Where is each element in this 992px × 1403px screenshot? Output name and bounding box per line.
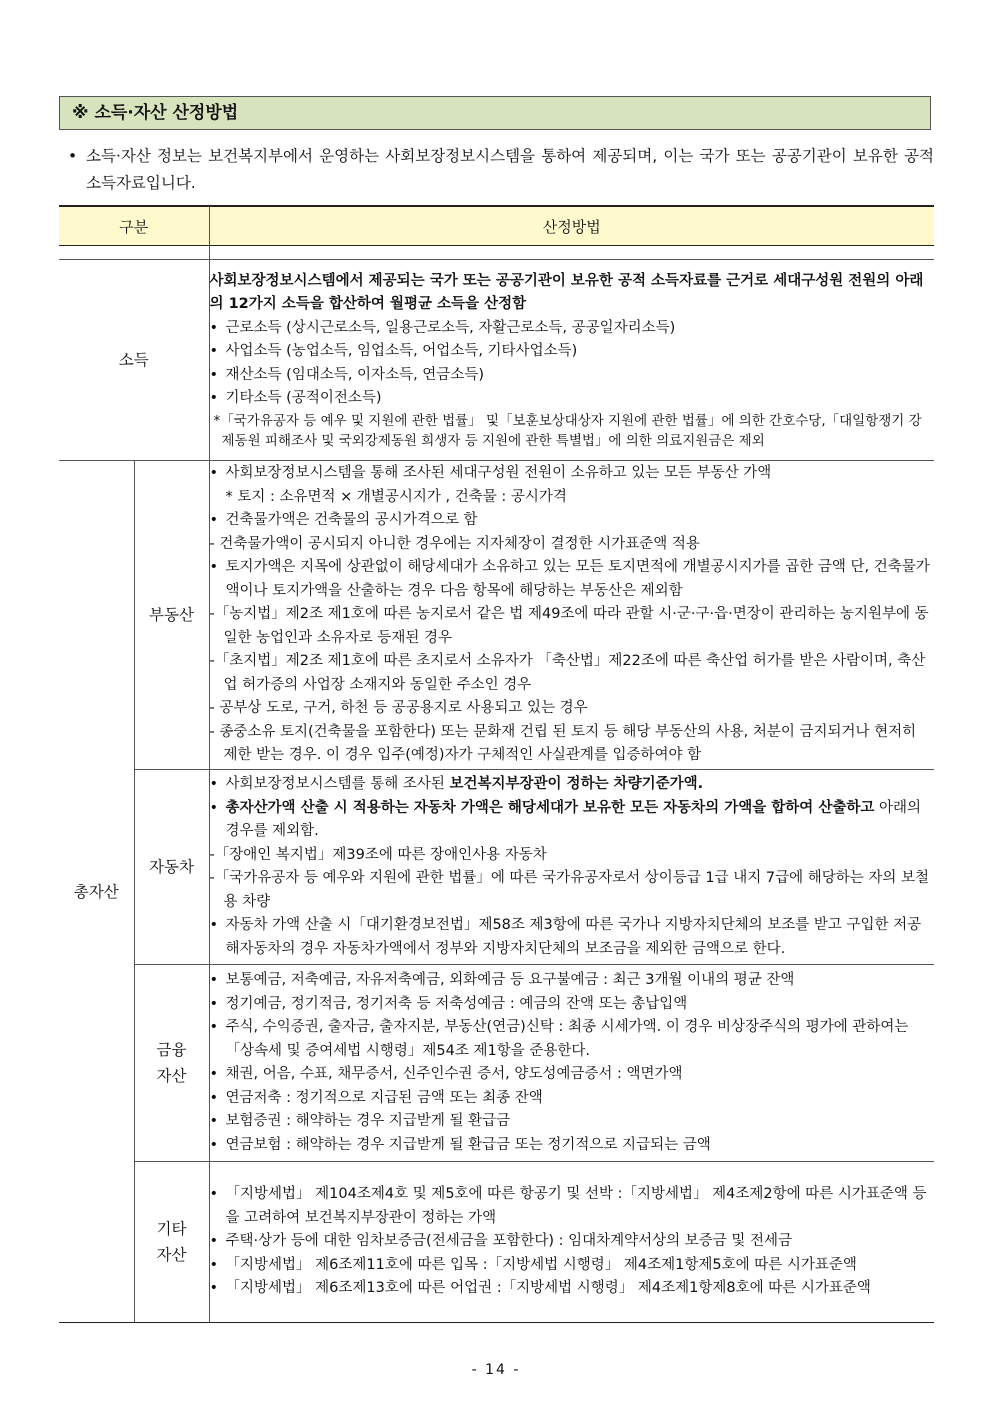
list-subitem: - 종중소유 토지(건축물을 포함한다) 또는 문화재 건립 된 토지 등 해당 부동산의 사용, 처분이 금지되거나 현저히 제한 받는 경우. 이 경우 입주(예정)자가 구체적인 사실관계를 입증하여야 함 — [209, 723, 917, 764]
list-item: • 사회보장정보시스템을 통해 조사된 세대구성원 전원이 소유하고 있는 모든 부동산 가액 — [210, 462, 935, 486]
other-content — [209, 1162, 934, 1323]
list-subitem: -「초지법」제2조 제1호에 따른 초지로서 소유자가 「축산법」제22조에 따른 축산업 허가를 받은 사람이며, 축산업 허가증의 사업장 소재지와 동일한 주소인 경우 — [209, 653, 926, 693]
label-other-assets — [134, 1162, 209, 1323]
income-lead: 사회보장정보시스템에서 제공되는 국가 또는 공공기관이 보유한 공적 소득자료를 근거로 세대구성원 전원의 아래의 12가지 소득을 합산하여 월평균 소득을 산정함 — [209, 272, 924, 312]
label-income: 소득 — [59, 260, 209, 461]
financial-content — [209, 965, 934, 1162]
list-item: • 토지가액은 지목에 상관없이 해당세대가 소유하고 있는 모든 토지면적에 개별공시지가를 곱한 금액 단, 건축물가액이나 토지가액을 산출하는 경우 다음 항목에 해당하는 부동산은 제외함 — [210, 556, 935, 603]
list-subitem: * 토지 : 소유면적 × 개별공시지가 , 건축물 : 공시가격 — [225, 488, 567, 505]
label-vehicle: 자동차 — [134, 770, 209, 965]
income-note: *「국가유공자 등 예우 및 지원에 관한 법률」 및「보훈보상대상자 지원에 관한 법률」에 의한 간호수당,「대일항쟁기 강제동원 피해조사 및 국외강제동원 희생자 등 지원에 관한 특별법」에 의한 의료지원금은 제외 — [213, 412, 922, 449]
income-content — [209, 260, 934, 461]
label-line: 금융 — [156, 1041, 187, 1059]
intro-paragraph — [66, 143, 934, 197]
table-row-other — [59, 1162, 934, 1323]
header-method: 산정방법 — [209, 206, 934, 246]
list-item: • 재산소득 (임대소득, 이자소득, 연금소득) — [210, 364, 935, 388]
list-item: • 사업소득 (농업소득, 임업소득, 어업소득, 기타사업소득) — [210, 340, 935, 364]
vehicle-b1-text: 사회보장정보시스템를 통해 조사된 — [225, 776, 450, 792]
list-item: • 주택·상가 등에 대한 임차보증금(전세금을 포함한다) : 임대차계약서상의 보증금 및 전세금 — [210, 1230, 935, 1254]
list-item: • 「지방세법」 제104조제4호 및 제5호에 따른 항공기 및 선박 :「지방세법」 제4조제2항에 따른 시가표준액 등을 고려하여 보건복지부장관이 정하는 가액 — [210, 1183, 935, 1230]
table-header-row — [59, 206, 934, 246]
vehicle-b2-text: 아래의 경우를 제외함. — [225, 799, 922, 839]
list-item: • 주식, 수익증권, 출자금, 출자지분, 부동산(연금)신탁 : 최종 시세가액. 이 경우 비상장주식의 평가에 관하여는「상속세 및 증여세법 시행령」제54조 제1항을 준용한다. — [210, 1016, 935, 1063]
intro-text: 소득·자산 정보는 보건복지부에서 운영하는 사회보장정보시스템을 통하여 제공되며, 이는 국가 또는 공공기관이 보유한 공적 소득자료입니다. — [86, 147, 934, 192]
label-total-assets: 총자산 — [59, 461, 134, 1323]
table-spacer-row — [59, 246, 934, 260]
bullet-icon: • — [68, 147, 78, 165]
list-item — [210, 773, 935, 797]
list-subitem: -「농지법」제2조 제1호에 따른 농지로서 같은 법 제49조에 따라 관할 시·군·구·읍·면장이 관리하는 농지원부에 동일한 농업인과 소유자로 등재된 경우 — [209, 606, 929, 646]
label-line: 자산 — [156, 1246, 187, 1264]
list-item: • 「지방세법」 제6조제11호에 따른 입목 :「지방세법 시행령」 제4조제1항제5호에 따른 시가표준액 — [210, 1254, 935, 1278]
list-item — [210, 797, 935, 844]
label-financial-assets — [134, 965, 209, 1162]
label-line: 기타 — [156, 1220, 187, 1238]
label-real-estate: 부동산 — [134, 461, 209, 770]
table-row-income — [59, 260, 934, 461]
real-estate-content — [209, 461, 934, 770]
vehicle-content — [209, 770, 934, 965]
list-subitem: - 공부상 도로, 구거, 하천 등 공공용지로 사용되고 있는 경우 — [209, 700, 588, 717]
list-subitem: -「국가유공자 등 예우와 지원에 관한 법률」에 따른 국가유공자로서 상이등급 1급 내지 7급에 해당하는 자의 보철용 차량 — [209, 870, 930, 910]
table-row-financial — [59, 965, 934, 1162]
list-item: • 「지방세법」 제6조제13호에 따른 어업권 :「지방세법 시행령」 제4조제1항제8호에 따른 시가표준액 — [210, 1277, 935, 1301]
table-row-real-estate — [59, 461, 934, 770]
calculation-table — [59, 205, 934, 1323]
vehicle-b2-bold: 총자산가액 산출 시 적용하는 자동차 가액은 해당세대가 보유한 모든 자동차의 가액을 합하여 산출하고 — [225, 799, 875, 816]
section-heading: ※ 소득·자산 산정방법 — [59, 96, 931, 130]
header-category: 구분 — [59, 206, 209, 246]
list-item: • 연금저축 : 정기적으로 지급된 금액 또는 최종 잔액 — [210, 1087, 935, 1111]
list-item: • 기타소득 (공적이전소득) — [210, 387, 935, 411]
list-subitem: -「장애인 복지법」제39조에 따른 장애인사용 자동차 — [209, 846, 547, 863]
list-item: • 보험증권 : 해약하는 경우 지급받게 될 환급금 — [210, 1110, 935, 1134]
list-item: • 채권, 어음, 수표, 채무증서, 신주인수권 증서, 양도성예금증서 : 액면가액 — [210, 1063, 935, 1087]
list-item: • 근로소득 (상시근로소득, 일용근로소득, 자활근로소득, 공공일자리소득) — [210, 317, 935, 341]
list-item: • 건축물가액은 건축물의 공시가격으로 함 — [210, 509, 935, 533]
list-item: • 정기예금, 정기적금, 정기저축 등 저축성예금 : 예금의 잔액 또는 총납입액 — [210, 993, 935, 1017]
list-item: • 자동차 가액 산출 시「대기환경보전법」제58조 제3항에 따른 국가나 지방자치단체의 보조를 받고 구입한 저공해자동차의 경우 자동차가액에서 정부와 지방자치단체의 보조금을 제외한 금액으로 한다. — [210, 914, 935, 961]
label-line: 자산 — [156, 1067, 187, 1085]
page-number: - 14 - — [471, 1362, 521, 1378]
table-row-vehicle — [59, 770, 934, 965]
vehicle-b1-bold: 보건복지부장관이 정하는 차량기준가액. — [449, 776, 704, 792]
list-subitem: - 건축물가액이 공시되지 아니한 경우에는 지자체장이 결정한 시가표준액 적용 — [209, 535, 700, 552]
list-item: • 연금보험 : 해약하는 경우 지급받게 될 환급금 또는 정기적으로 지급되는 금액 — [210, 1134, 935, 1158]
list-item: • 보통예금, 저축예금, 자유저축예금, 외화예금 등 요구불예금 : 최근 3개월 이내의 평균 잔액 — [210, 969, 935, 993]
